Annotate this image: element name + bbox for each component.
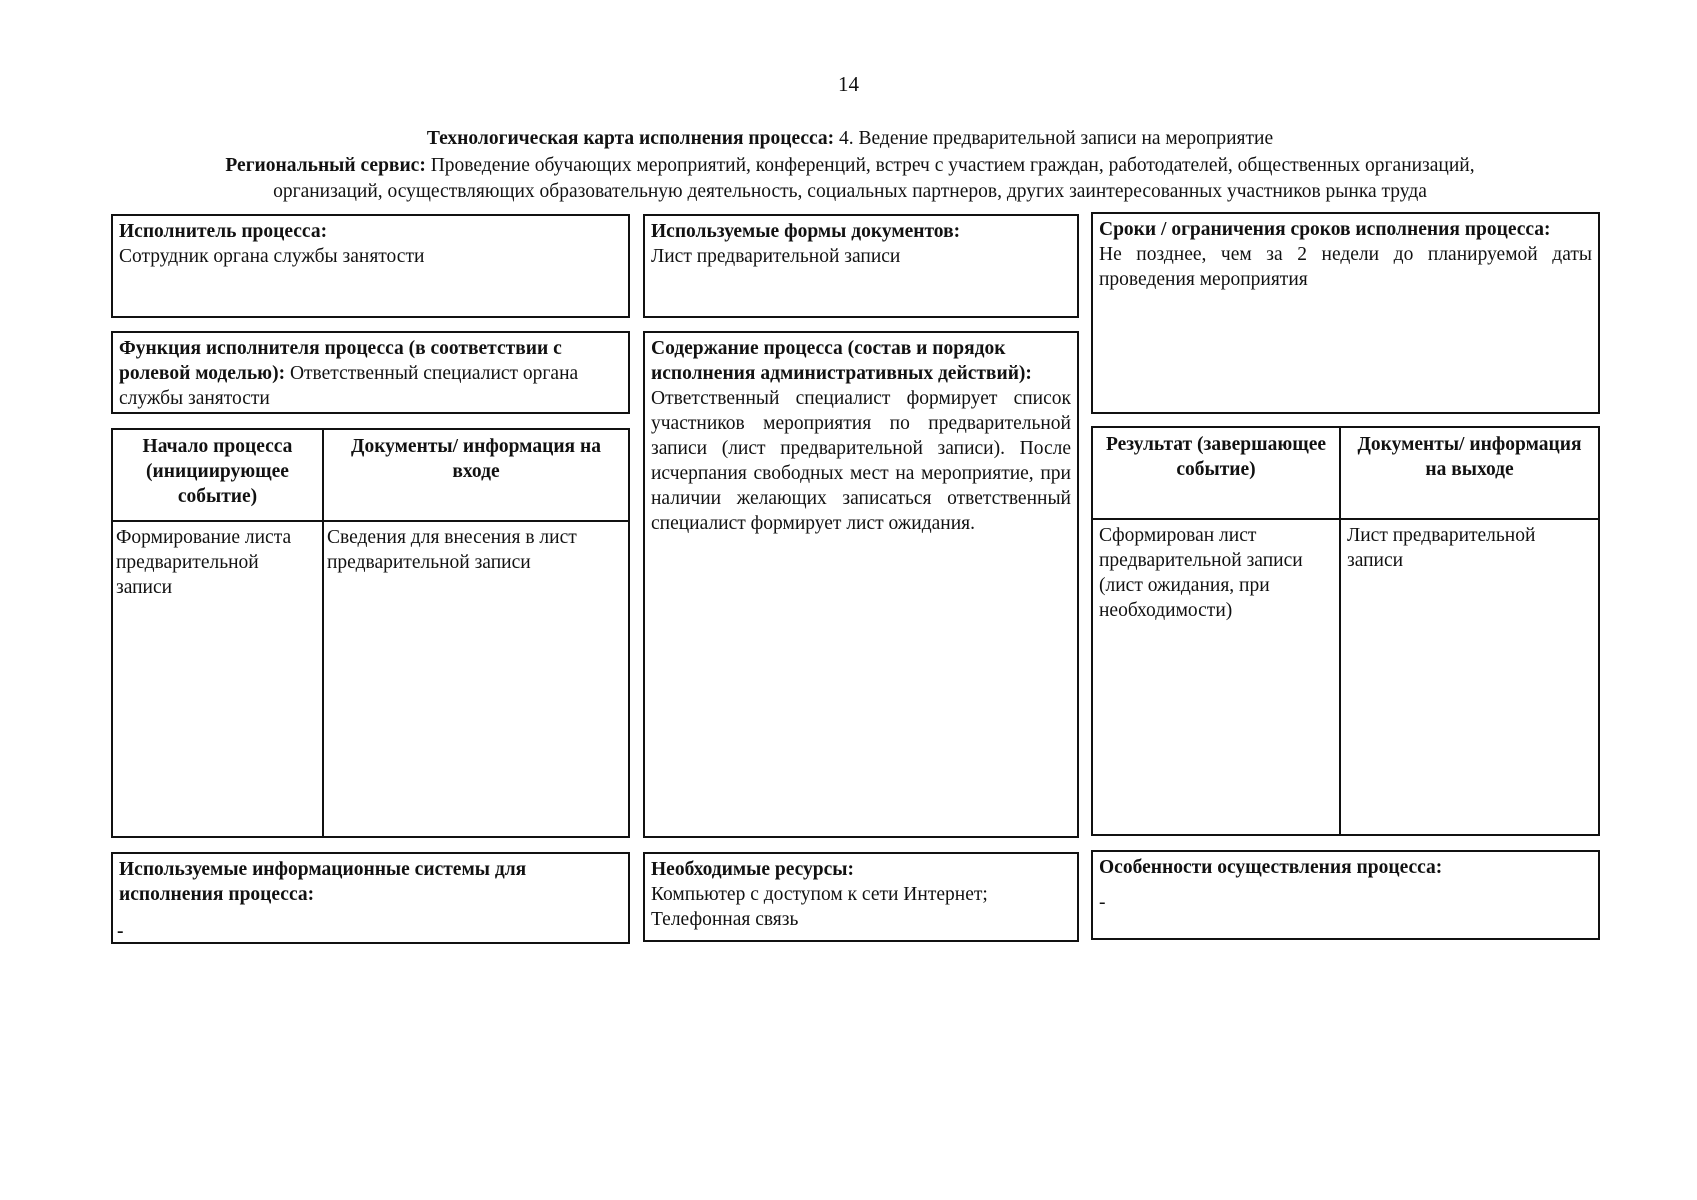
- output-col1-value: Сформирован лист предварительной записи (лист ожидания, при необходимости): [1091, 518, 1341, 836]
- executor-value: Сотрудник органа службы занятости: [119, 246, 425, 267]
- resources-box: [643, 852, 1079, 942]
- page-number: 14: [838, 72, 859, 96]
- features-value: -: [1099, 892, 1106, 913]
- regional-service-line2: организаций, осуществляющих образовательную деятельность, социальных партнеров, других заинтересованных участников рынка труда: [273, 181, 1427, 202]
- forms-box: [643, 214, 1079, 318]
- process-title: [110, 126, 1590, 152]
- input-col1-value: Формирование листа предварительной записи: [111, 520, 324, 838]
- deadlines-label: Сроки / ограничения сроков исполнения процесса:: [1099, 219, 1551, 240]
- forms-value: Лист предварительной записи: [651, 246, 901, 267]
- content-label: Содержание процесса (состав и порядок исполнения административных действий):: [651, 338, 1032, 384]
- info-systems-label: Используемые информационные системы для исполнения процесса:: [119, 859, 527, 905]
- content-value: Ответственный специалист формирует список участников мероприятия по предварительной записи (лист предварительной записи). После исчерпания свободных мест на мероприятие, при наличии желающих записаться ответственный специалист формирует лист ожидания.: [651, 388, 1071, 534]
- features-label: Особенности осуществления процесса:: [1099, 857, 1443, 878]
- process-title-value: 4. Ведение предварительной записи на мероприятие: [839, 128, 1274, 149]
- process-title-label: Технологическая карта исполнения процесса:: [426, 128, 835, 149]
- function-box: [111, 331, 630, 414]
- function-value: Ответственный специалист органа службы занятости: [119, 363, 579, 409]
- deadlines-box: [1091, 212, 1600, 414]
- function-label: Функция исполнителя процесса (в соответствии с ролевой моделью):: [119, 338, 562, 384]
- regional-service-label: Региональный сервис:: [225, 155, 426, 176]
- content-box: [643, 331, 1079, 838]
- features-box: [1091, 850, 1600, 940]
- executor-label: Исполнитель процесса:: [119, 221, 328, 242]
- resources-line2: Телефонная связь: [651, 909, 799, 930]
- forms-label: Используемые формы документов:: [651, 221, 961, 242]
- input-col1-header: Начало процесса (инициирующее событие): [111, 428, 324, 522]
- output-col2-value: Лист предварительной записи: [1339, 518, 1600, 836]
- output-col1-header: Результат (завершающее событие): [1091, 426, 1341, 520]
- info-systems-value: -: [117, 921, 124, 942]
- resources-line1: Компьютер с доступом к сети Интернет;: [651, 884, 988, 905]
- output-col2-header: Документы/ информация на выходе: [1339, 426, 1600, 520]
- regional-service: [110, 153, 1590, 179]
- input-col2-header: Документы/ информация на входе: [322, 428, 630, 522]
- regional-service-value-line1: Проведение обучающих мероприятий, конференций, встреч с участием граждан, работодателей, общественных организаций,: [430, 155, 1475, 176]
- resources-label: Необходимые ресурсы:: [651, 859, 855, 880]
- deadlines-value: Не позднее, чем за 2 недели до планируемой даты проведения мероприятия: [1099, 244, 1592, 290]
- executor-box: [111, 214, 630, 318]
- info-systems-box: [111, 852, 630, 944]
- input-col2-value: Сведения для внесения в лист предварительной записи: [322, 520, 630, 838]
